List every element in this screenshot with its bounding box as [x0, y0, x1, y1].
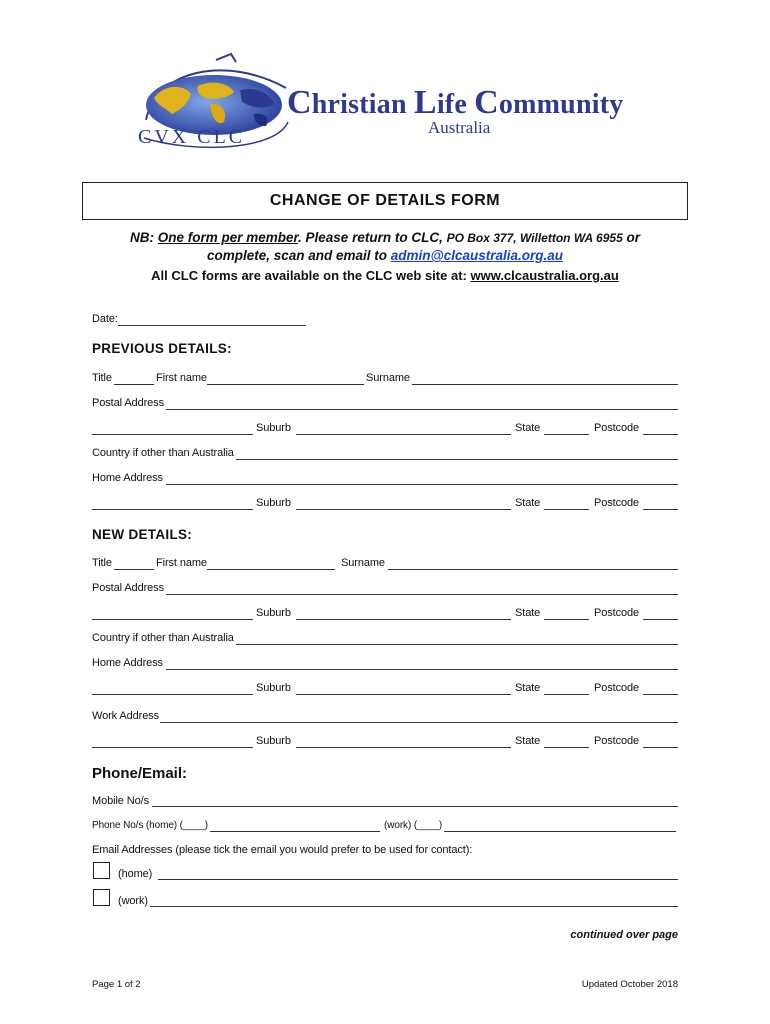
form-title: CHANGE OF DETAILS FORM [269, 192, 501, 209]
new-postal-address-label: Postal Address [92, 582, 164, 594]
new-work-suburb-label: Suburb [256, 735, 291, 747]
email-work-checkbox[interactable] [93, 889, 110, 906]
new-first-name-label: First name [156, 557, 207, 569]
new-home-postcode-field[interactable] [643, 694, 678, 695]
new-home-suburb-field[interactable] [296, 694, 511, 695]
prev-postal-address-label: Postal Address [92, 397, 164, 409]
previous-details-heading: PREVIOUS DETAILS: [92, 341, 232, 356]
updated-date: Updated October 2018 [581, 979, 678, 990]
prev-postal-address-line2[interactable] [92, 434, 253, 435]
prev-first-name-label: First name [156, 372, 207, 384]
new-work-address-line2[interactable] [92, 747, 253, 748]
new-suburb-field[interactable] [296, 619, 511, 620]
new-home-postcode-label: Postcode [594, 682, 640, 694]
prev-home-address-label: Home Address [92, 472, 163, 484]
prev-country-label: Country if other than Australia [92, 447, 234, 459]
postal-address-text: PO Box 377, Willetton WA 6955 [446, 231, 623, 245]
new-country-field[interactable] [236, 644, 678, 645]
prev-home-postcode-label: Postcode [594, 497, 640, 509]
new-home-state-label: State [515, 682, 541, 694]
date-label: Date: [92, 313, 118, 325]
new-home-state-field[interactable] [544, 694, 589, 695]
prev-home-state-field[interactable] [544, 509, 589, 510]
prev-postcode-label: Postcode [594, 422, 640, 434]
phone-work-label: (work) (____) [384, 820, 443, 831]
prev-postcode-field[interactable] [643, 434, 678, 435]
new-surname-label: Surname [341, 557, 385, 569]
phone-home-label: Phone No/s (home) (____) [92, 820, 208, 831]
email-addresses-intro: Email Addresses (please tick the email you would prefer to be used for contact): [92, 844, 473, 856]
prev-home-address-field[interactable] [166, 484, 678, 485]
new-state-field[interactable] [544, 619, 589, 620]
email-prefix: complete, scan and email to [206, 248, 391, 263]
prev-surname-field[interactable] [412, 384, 678, 385]
logo-tagline: CVX CLC [138, 126, 246, 148]
new-home-address-label: Home Address [92, 657, 163, 669]
email-home-label: (home) [118, 868, 153, 880]
new-home-address-field[interactable] [166, 669, 678, 670]
prev-postal-address-field[interactable] [166, 409, 678, 410]
mobile-field[interactable] [152, 806, 678, 807]
new-title-field[interactable] [114, 569, 154, 570]
return-instructions [82, 229, 688, 264]
continued-note: continued over page [570, 929, 678, 941]
new-country-label: Country if other than Australia [92, 632, 234, 644]
new-work-postcode-field[interactable] [643, 747, 678, 748]
mobile-label: Mobile No/s [92, 795, 149, 807]
nb-prefix: NB: [129, 230, 158, 245]
prev-title-field[interactable] [114, 384, 154, 385]
form-title-box [82, 182, 688, 220]
prev-country-field[interactable] [236, 459, 678, 460]
prev-state-field[interactable] [544, 434, 589, 435]
prev-state-label: State [515, 422, 541, 434]
new-first-name-field[interactable] [207, 569, 335, 570]
new-state-label: State [515, 607, 541, 619]
website-link[interactable]: www.clcaustralia.org.au [470, 268, 619, 283]
email-work-label: (work) [118, 895, 148, 907]
phone-home-field[interactable] [210, 831, 380, 832]
new-work-state-label: State [515, 735, 541, 747]
new-work-postcode-label: Postcode [594, 735, 640, 747]
prev-surname-label: Surname [366, 372, 410, 384]
phone-email-heading: Phone/Email: [92, 765, 188, 782]
new-home-address-line2[interactable] [92, 694, 253, 695]
email-link[interactable]: admin@clcaustralia.org.au [390, 248, 564, 263]
new-postal-address-line2[interactable] [92, 619, 253, 620]
website-notice [82, 268, 688, 283]
prev-first-name-field[interactable] [207, 384, 364, 385]
new-surname-field[interactable] [388, 569, 678, 570]
email-home-checkbox[interactable] [93, 862, 110, 879]
date-field[interactable] [118, 325, 306, 326]
new-postcode-field[interactable] [643, 619, 678, 620]
new-work-state-field[interactable] [544, 747, 589, 748]
org-name: Christian Life Community [287, 84, 624, 121]
new-title-label: Title [92, 557, 112, 569]
phone-work-field[interactable] [444, 831, 676, 832]
page-number: Page 1 of 2 [92, 979, 141, 990]
prev-home-state-label: State [515, 497, 541, 509]
new-details-heading: NEW DETAILS: [92, 527, 193, 542]
nb-or: or [622, 230, 641, 245]
prev-suburb-label: Suburb [256, 422, 291, 434]
new-home-suburb-label: Suburb [256, 682, 291, 694]
new-work-address-field[interactable] [160, 722, 678, 723]
new-work-address-label: Work Address [92, 710, 160, 722]
prev-home-postcode-field[interactable] [643, 509, 678, 510]
prev-suburb-field[interactable] [296, 434, 511, 435]
new-suburb-label: Suburb [256, 607, 291, 619]
email-home-field[interactable] [158, 879, 678, 880]
prev-title-label: Title [92, 372, 112, 384]
org-country: Australia [428, 118, 491, 137]
prev-home-suburb-field[interactable] [296, 509, 511, 510]
new-postcode-label: Postcode [594, 607, 640, 619]
prev-home-address-line2[interactable] [92, 509, 253, 510]
nb-return: . Please return to CLC, [298, 230, 447, 245]
prev-home-suburb-label: Suburb [256, 497, 291, 509]
new-postal-address-field[interactable] [166, 594, 678, 595]
new-work-suburb-field[interactable] [296, 747, 511, 748]
email-work-field[interactable] [150, 906, 678, 907]
website-prefix: All CLC forms are available on the CLC web site at: [151, 268, 471, 283]
nb-one-form: One form per member [157, 230, 299, 245]
